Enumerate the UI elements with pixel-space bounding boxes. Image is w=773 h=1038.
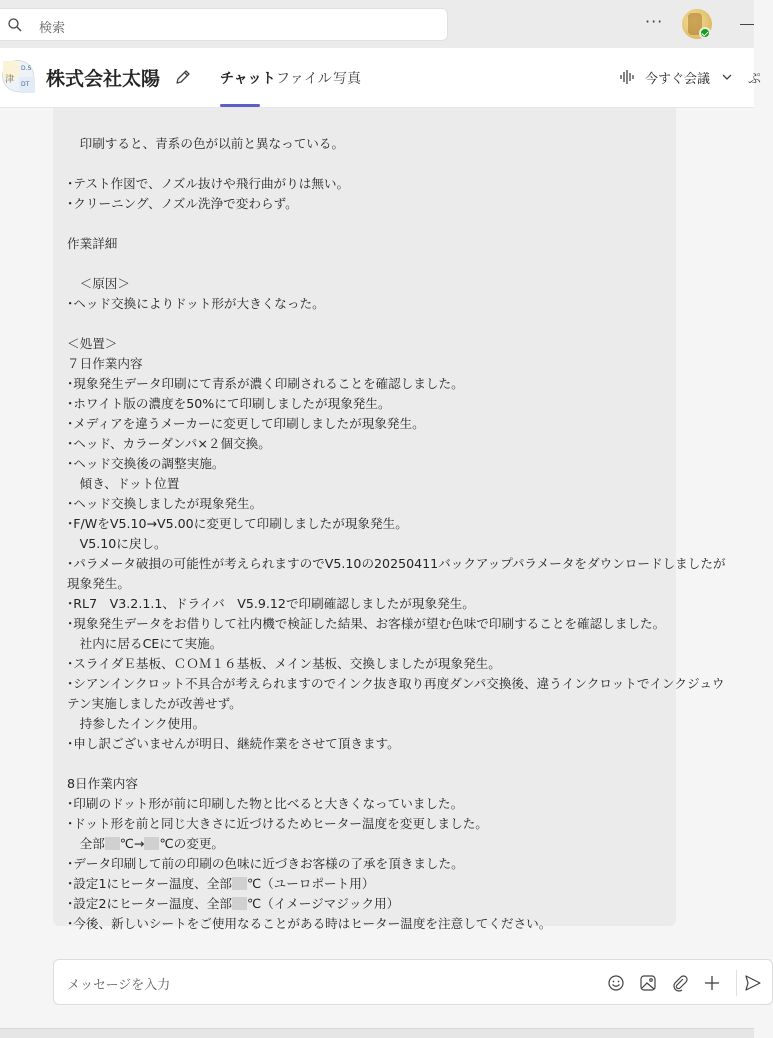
search-box[interactable] bbox=[0, 8, 448, 41]
message-line: 作業詳細 bbox=[67, 236, 118, 251]
message-line: ７日作業内容 bbox=[67, 356, 143, 371]
image-icon[interactable] bbox=[639, 974, 657, 992]
message-line: ･ヘッド、カラーダンパ×２個交換。 bbox=[67, 436, 271, 451]
message-line: ･F/WをV5.10→V5.00に変更して印刷しましたが現象発生。 bbox=[67, 516, 408, 531]
redacted-value bbox=[232, 877, 247, 890]
pencil-icon[interactable] bbox=[174, 68, 192, 86]
message-line bbox=[67, 754, 667, 774]
message-input[interactable]: メッセージを入力 bbox=[67, 978, 171, 993]
emoji-icon[interactable] bbox=[607, 974, 625, 992]
meet-now-button[interactable]: 今すぐ会議 bbox=[645, 72, 711, 87]
send-separator bbox=[736, 970, 737, 996]
add-icon[interactable] bbox=[703, 974, 721, 992]
minimize-icon[interactable] bbox=[740, 24, 754, 25]
search-input[interactable]: 検索 bbox=[39, 21, 66, 36]
message-line: ･印刷のドット形が前に印刷した物と比べると大きくなっていました。 bbox=[67, 796, 464, 811]
message-line: 社内に居るCEにて実施。 bbox=[67, 636, 223, 651]
message-line: ･現象発生データをお借りして社内機で検証した結果、お客様が望む色味で印刷することを確認しました。 bbox=[67, 616, 666, 631]
message-line: 傾き、ドット位置 bbox=[67, 476, 180, 491]
message-line: ･ヘッド交換によりドット形が大きくなった。 bbox=[67, 296, 325, 311]
team-avatar bbox=[2, 60, 34, 92]
line-segment: ･設定2にヒーター温度、全部 bbox=[67, 896, 232, 911]
message-line: ＜原因＞ bbox=[67, 276, 130, 291]
compose-box[interactable] bbox=[53, 959, 773, 1005]
message-line: ･RL7 V3.2.1.1、ドライバ V5.9.12で印刷確認しましたが現象発生。 bbox=[67, 596, 475, 611]
line-segment: ℃→ bbox=[119, 836, 145, 851]
team-avatar-text-left: 津 bbox=[5, 75, 15, 85]
team-avatar-text-bottom: DT bbox=[21, 81, 30, 88]
window-bottom-edge bbox=[0, 1028, 754, 1038]
message-line: ･現象発生データ印刷にて青系が濃く印刷されることを確認しました。 bbox=[67, 376, 464, 391]
line-segment: ℃（ユーロポート用） bbox=[246, 876, 375, 891]
chat-title: 株式会社太陽 bbox=[46, 68, 161, 90]
active-tab-indicator bbox=[220, 104, 260, 107]
message-line: ＜処置＞ bbox=[67, 336, 118, 351]
message-line: ･データ印刷して前の印刷の色味に近づきお客様の了承を頂きました。 bbox=[67, 856, 464, 871]
message-line: ･パラメータ破損の可能性が考えられますのでV5.10の20250411バックアップパラメータをダウンロードしましたが bbox=[67, 556, 726, 571]
redacted-value bbox=[232, 897, 247, 910]
message-line: ･今後、新しいシートをご使用なることがある時はヒーター温度を注意してください。 bbox=[67, 916, 552, 931]
redacted-value bbox=[144, 837, 159, 850]
tab-photos[interactable]: 写真 bbox=[333, 71, 361, 87]
message-line bbox=[67, 254, 667, 274]
top-bar bbox=[0, 0, 754, 48]
message-line: ･ホワイト版の濃度を50%にて印刷しましたが現象発生。 bbox=[67, 396, 391, 411]
message-line: 現象発生。 bbox=[67, 576, 130, 591]
truncated-header-item[interactable]: ぷ bbox=[748, 72, 762, 87]
message-line bbox=[67, 874, 667, 894]
audio-wave-icon bbox=[619, 69, 637, 85]
message-line bbox=[67, 214, 667, 234]
message-line: V5.10に戻し。 bbox=[67, 536, 167, 551]
line-segment: ･設定1にヒーター温度、全部 bbox=[67, 876, 232, 891]
line-segment: ℃の変更。 bbox=[159, 836, 225, 851]
line-segment: 全部 bbox=[67, 836, 105, 851]
message-line: ･クリーニング、ノズル洗浄で変わらず。 bbox=[67, 196, 298, 211]
message-line bbox=[67, 894, 667, 914]
team-avatar-text-top: D.S bbox=[21, 65, 32, 72]
message-line: ･テスト作図で、ノズル抜けや飛行曲がりは無い。 bbox=[67, 176, 350, 191]
message-line: ･ヘッド交換しましたが現象発生。 bbox=[67, 496, 263, 511]
paperclip-icon[interactable] bbox=[671, 974, 689, 992]
message-line: ･ヘッド交換後の調整実施。 bbox=[67, 456, 225, 471]
message-line: ･申し訳ございませんが明日、継続作業をさせて頂きます。 bbox=[67, 736, 400, 751]
tab-files[interactable]: ファイル bbox=[276, 71, 332, 87]
more-options-icon[interactable]: ··· bbox=[645, 12, 664, 31]
message-line: ･スライダＥ基板、ＣＯＭ１６基板、メイン基板、交換しましたが現象発生。 bbox=[67, 656, 501, 671]
send-icon[interactable] bbox=[744, 974, 762, 992]
message-line: ･ドット形を前と同じ大きさに近づけるためヒーター温度を変更しました。 bbox=[67, 816, 488, 831]
redacted-value bbox=[105, 837, 120, 850]
message-line: ･メディアを違うメーカーに変更して印刷しましたが現象発生。 bbox=[67, 416, 425, 431]
search-icon bbox=[7, 17, 23, 33]
message-body bbox=[67, 134, 726, 934]
message-line: テン実施しましたが改善せず。 bbox=[67, 696, 242, 711]
message-area bbox=[0, 108, 754, 938]
message-line bbox=[67, 314, 667, 334]
message-bubble bbox=[53, 108, 726, 931]
message-line: 持参したインク使用。 bbox=[67, 716, 206, 731]
chat-header bbox=[0, 48, 762, 108]
presence-available-icon bbox=[699, 27, 711, 39]
message-line bbox=[67, 834, 667, 854]
message-line bbox=[67, 154, 667, 174]
message-line: ･シアンインクロット不具合が考えられますのでインク抜き取り再度ダンパ交換後、違うインクロットでインクジュウ bbox=[67, 676, 725, 691]
chevron-down-icon[interactable] bbox=[721, 71, 733, 83]
line-segment: ℃（イメージマジック用） bbox=[246, 896, 400, 911]
tab-chat[interactable]: チャット bbox=[220, 71, 276, 87]
message-line: 8日作業内容 bbox=[67, 776, 138, 791]
message-line: 印刷すると、青系の色が以前と異なっている。 bbox=[67, 136, 345, 151]
